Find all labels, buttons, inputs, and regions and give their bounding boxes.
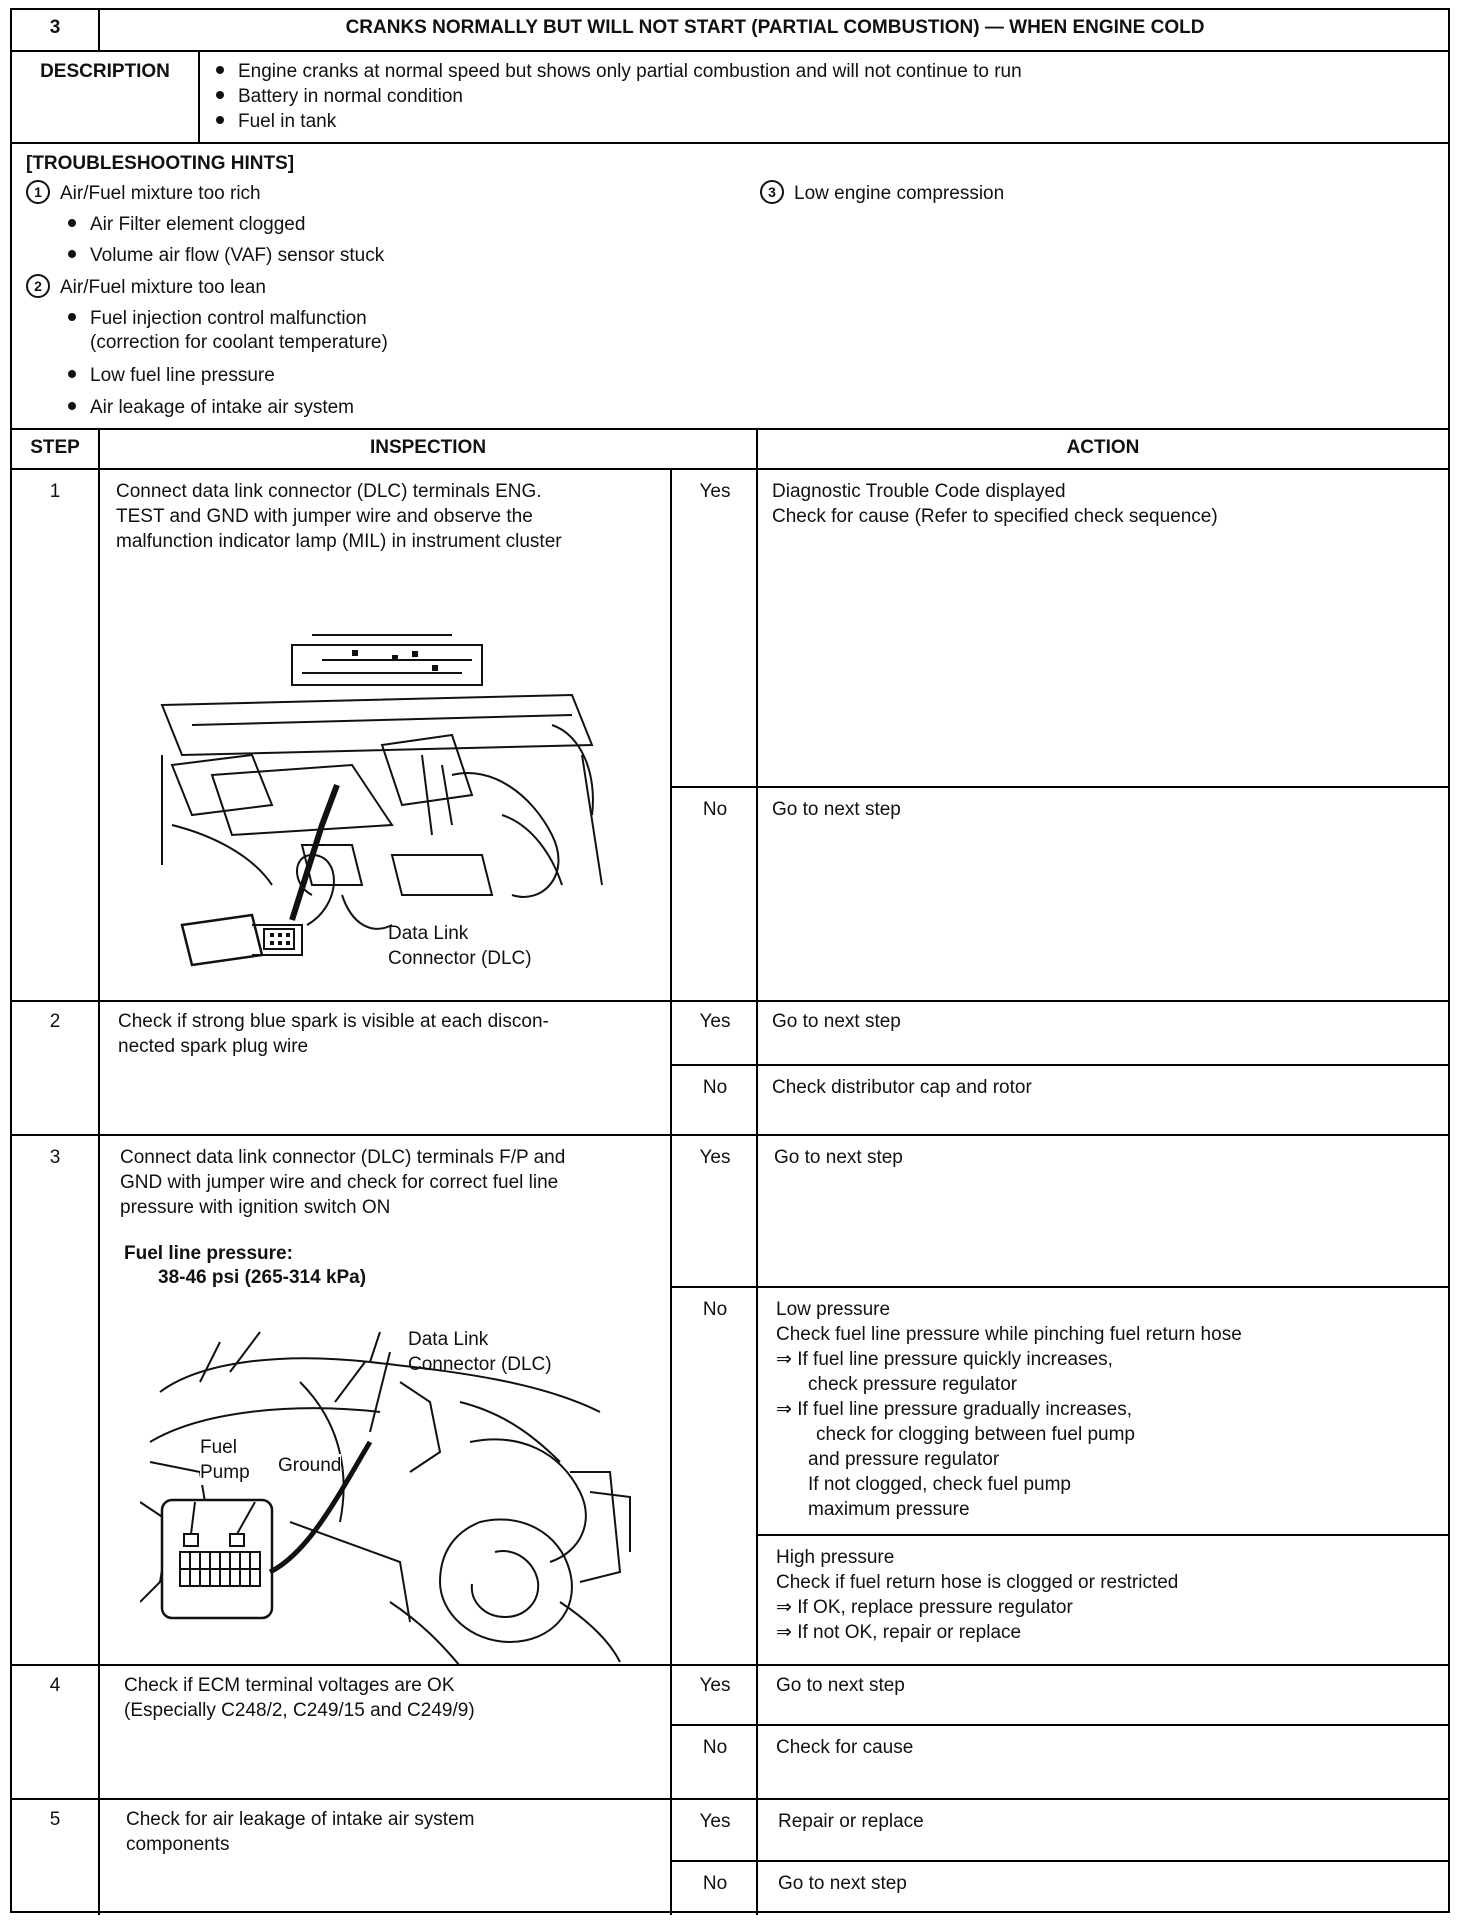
engine-dlc-diagram [152,625,612,975]
fuel-pump-dlc-diagram [140,1322,640,1666]
description-label: DESCRIPTION [40,61,170,82]
figure-label: Fuel [200,1437,237,1458]
action-text: Check fuel line pressure while pinching fuel return hose [776,1324,1242,1345]
inspection-text: components [126,1834,230,1855]
action-text: check pressure regulator [808,1374,1018,1395]
number-badge: 2 [26,274,50,298]
divider [756,1534,1448,1536]
spec-label: Fuel line pressure: [124,1243,293,1264]
action-text: Go to next step [778,1873,907,1894]
divider [12,1798,1448,1800]
inspection-text: Check for air leakage of intake air system [126,1809,475,1830]
action-text: Low pressure [776,1299,891,1320]
hint-item: Air leakage of intake air system [68,396,354,420]
column-header-step: STEP [30,437,80,458]
hint-item: Volume air flow (VAF) sensor stuck [68,244,384,268]
description-item: Battery in normal condition [216,85,463,109]
action-text: Go to next step [772,799,901,820]
description-item: Engine cranks at normal speed but shows only partial combustion and will not continue to run [216,60,1022,84]
step-number: 5 [49,1809,61,1830]
yes-label: Yes [699,1811,731,1832]
step-number: 4 [49,1675,61,1696]
inspection-text: (Especially C248/2, C249/15 and C249/9) [124,1700,475,1721]
step-number: 3 [49,1147,61,1168]
action-text: ⇒ If OK, replace pressure regulator [776,1597,1073,1618]
number-badge: 3 [760,180,784,204]
hint-item: Air Filter element clogged [68,213,305,237]
no-label: No [702,1077,728,1098]
inspection-text: Check if ECM terminal voltages are OK [124,1675,455,1696]
figure-label: Pump [200,1462,250,1483]
yes-label: Yes [699,1147,731,1168]
action-text: High pressure [776,1547,895,1568]
inspection-text: Connect data link connector (DLC) terminals F/P and [120,1147,566,1168]
inspection-text: Connect data link connector (DLC) terminals ENG. [116,481,542,502]
hint-rich: 1 Air/Fuel mixture too rich [26,182,261,206]
hint-item-continued: (correction for coolant temperature) [90,332,388,353]
inspection-text: GND with jumper wire and check for correct fuel line [120,1172,559,1193]
action-text: ⇒ If fuel line pressure gradually increases, [776,1399,1132,1420]
divider [670,1064,1448,1066]
spec-value: 38-46 psi (265-314 kPa) [158,1267,367,1288]
number-badge: 1 [26,180,50,204]
action-text: ⇒ If not OK, repair or replace [776,1622,1022,1643]
action-text: Go to next step [776,1675,905,1696]
divider [198,50,200,142]
section-number: 3 [49,17,61,38]
divider [12,428,1448,430]
action-text: Go to next step [774,1147,903,1168]
hint-item: Low fuel line pressure [68,364,275,388]
column-header-action: ACTION [1066,437,1140,458]
figure-label: Data Link [408,1329,489,1350]
yes-label: Yes [699,1011,731,1032]
divider [98,10,100,50]
action-text: Check if fuel return hose is clogged or restricted [776,1572,1179,1593]
description-item: Fuel in tank [216,110,336,134]
figure-label: Connector (DLC) [408,1354,552,1375]
divider [670,1860,1448,1862]
inspection-text: malfunction indicator lamp (MIL) in instrument cluster [116,531,562,552]
divider [12,50,1448,52]
figure-label: Connector (DLC) [388,948,532,969]
divider [12,1664,1448,1666]
action-text: Check for cause (Refer to specified check sequence) [772,506,1218,527]
inspection-text: pressure with ignition switch ON [120,1197,391,1218]
figure-label: Data Link [388,923,469,944]
inspection-text: Check if strong blue spark is visible at each discon- [118,1011,549,1032]
divider [670,1286,1448,1288]
hint-compression: 3 Low engine compression [760,182,1004,206]
action-text: check for clogging between fuel pump [816,1424,1135,1445]
divider [756,428,758,470]
hint-item: Fuel injection control malfunction [68,307,367,331]
step-number: 1 [49,481,61,502]
action-text: Check for cause [776,1737,914,1758]
no-label: No [702,1299,728,1320]
divider [98,428,100,1915]
inspection-text: TEST and GND with jumper wire and observe the [116,506,533,527]
troubleshooting-table [10,8,1450,1913]
column-header-inspection: INSPECTION [369,437,487,458]
action-text: ⇒ If fuel line pressure quickly increases, [776,1349,1113,1370]
divider [12,1134,1448,1136]
action-text: Diagnostic Trouble Code displayed [772,481,1066,502]
divider [670,1724,1448,1726]
action-text: Go to next step [772,1011,901,1032]
yes-label: Yes [699,1675,731,1696]
yes-label: Yes [699,481,731,502]
no-label: No [702,799,728,820]
section-title: CRANKS NORMALLY BUT WILL NOT START (PARTIAL COMBUSTION) — WHEN ENGINE COLD [345,17,1205,38]
divider [12,142,1448,144]
action-text: maximum pressure [808,1499,970,1520]
no-label: No [702,1873,728,1894]
divider [670,786,1448,788]
divider [12,1000,1448,1002]
action-text: Check distributor cap and rotor [772,1077,1032,1098]
inspection-text: nected spark plug wire [118,1036,309,1057]
action-text: Repair or replace [778,1811,924,1832]
action-text: If not clogged, check fuel pump [808,1474,1071,1495]
step-number: 2 [49,1011,61,1032]
action-text: and pressure regulator [808,1449,1000,1470]
divider [12,468,1448,470]
hints-title: [TROUBLESHOOTING HINTS] [26,153,295,174]
hint-lean: 2 Air/Fuel mixture too lean [26,276,266,300]
no-label: No [702,1737,728,1758]
figure-label: Ground [278,1455,342,1476]
